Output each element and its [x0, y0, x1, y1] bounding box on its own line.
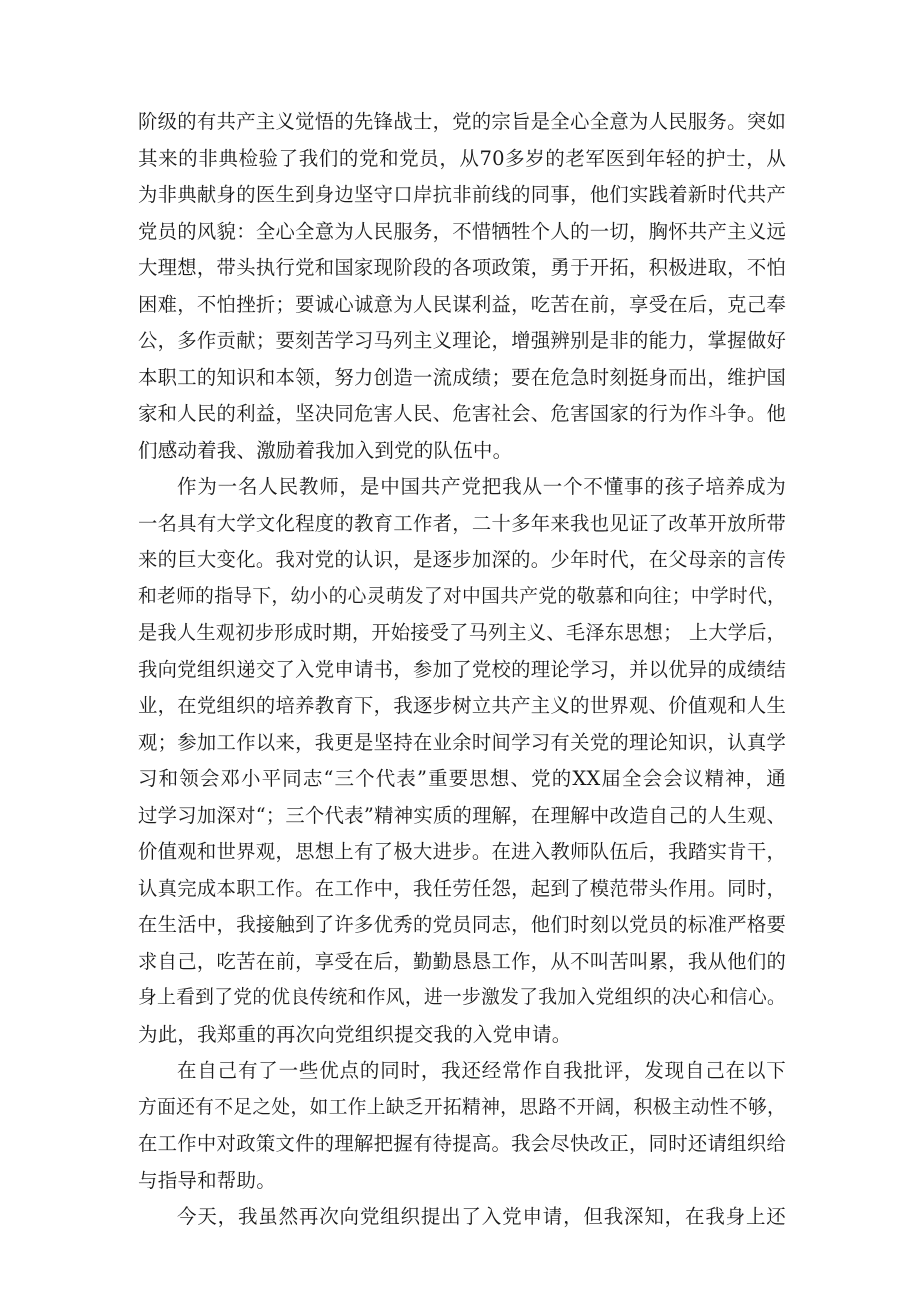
- text-line: 们感动着我、激励着我加入到党的队伍中。: [138, 438, 513, 462]
- text-line: 求自己，吃苦在前，享受在后，勤勤恳恳工作，从不叫苦叫累，我从他们的: [138, 949, 786, 973]
- text-line: 在工作中对政策文件的理解把握有待提高。我会尽快改正，同时还请组织给: [138, 1132, 786, 1155]
- text-line: 身上看到了党的优良传统和作风，进一步激发了我加入党组织的决心和信心。: [138, 987, 786, 1008]
- document-body: [138, 104, 786, 1236]
- text-line: 过学习加深对“；三个代表”精神实质的理解，在理解中改造自己的人生观、: [138, 803, 786, 827]
- text-line: 和老师的指导下，幼小的心灵萌发了对中国共产党的敬慕和向往；中学时代，: [138, 585, 786, 607]
- text-line: 方面还有不足之处，如工作上缺乏开拓精神，思路不开阔，积极主动性不够，: [138, 1096, 786, 1118]
- text-line: 在生活中，我接触到了许多优秀的党员同志，他们时刻以党员的标准严格要: [138, 913, 786, 936]
- text-line: 我向党组织递交了入党申请书，参加了党校的理论学习，并以优异的成绩结: [138, 657, 786, 681]
- text-line: 为此，我郑重的再次向党组织提交我的入党申请。: [138, 1022, 572, 1046]
- text-line: 为非典献身的医生到身边坚守口岸抗非前线的同事，他们实践着新时代共产: [138, 183, 786, 206]
- paragraph-3: [138, 1053, 786, 1199]
- text-line: 认真完成本职工作。在工作中，我任劳任怨，起到了模范带头作用。同时，: [138, 876, 786, 900]
- text-line: 业，在党组织的培养教育下，我逐步树立共产主义的世界观、价值观和人生: [138, 694, 786, 717]
- text-line: 来的巨大变化。我对党的认识，是逐步加深的。少年时代，在父母亲的言传: [138, 548, 786, 571]
- text-line: 今天，我虽然再次向党组织提出了入党申请，但我深知，在我身上还: [177, 1205, 786, 1228]
- text-line: 与指导和帮助。: [138, 1168, 276, 1192]
- text-line: 本职工的知识和本领，努力创造一流成绩；要在危急时刻挺身而出，维护国: [138, 365, 786, 389]
- text-line: 阶级的有共产主义觉悟的先锋战士，党的宗旨是全心全意为人民服务。突如: [138, 110, 786, 133]
- text-line: 习和领会邓小平同志“三个代表”重要思想、党的XX届全会会议精神，通: [138, 767, 786, 790]
- text-line: 困难，不怕挫折；要诚心诚意为人民谋利益，吃苦在前，享受在后，克己奉: [138, 292, 786, 316]
- text-line: 价值观和世界观，思想上有了极大进步。在进入教师队伍后，我踏实肯干，: [138, 840, 786, 863]
- text-line: 观；参加工作以来，我更是坚持在业余时间学习有关党的理论知识，认真学: [138, 730, 786, 754]
- text-line: 是我人生观初步形成时期，开始接受了马列主义、毛泽东思想； 上大学后，: [138, 621, 786, 644]
- paragraph-1: [138, 104, 786, 469]
- text-line: 公，多作贡献；要刻苦学习马列主义理论，增强辨别是非的能力，掌握做好: [138, 329, 786, 352]
- text-line: 作为一名人民教师，是中国共产党把我从一个不懂事的孩子培养成为: [177, 475, 786, 498]
- text-line: 家和人民的利益，坚决同危害人民、危害社会、危害国家的行为作斗争。他: [138, 402, 786, 425]
- paragraph-2: [138, 469, 786, 1053]
- text-line: 大理想，带头执行党和国家现阶段的各项政策，勇于开拓，积极进取，不怕: [138, 256, 786, 279]
- text-line: 其来的非典检验了我们的党和党员，从70多岁的老军医到年轻的护士，从: [138, 146, 786, 170]
- text-line: 在自己有了一些优点的同时，我还经常作自我批评，发现自己在以下: [177, 1059, 786, 1082]
- text-line: 党员的风貌：全心全意为人民服务，不惜牺牲个人的一切，胸怀共产主义远: [138, 219, 786, 243]
- paragraph-4: [138, 1199, 786, 1236]
- text-line: 一名具有大学文化程度的教育工作者，二十多年来我也见证了改革开放所带: [138, 511, 786, 535]
